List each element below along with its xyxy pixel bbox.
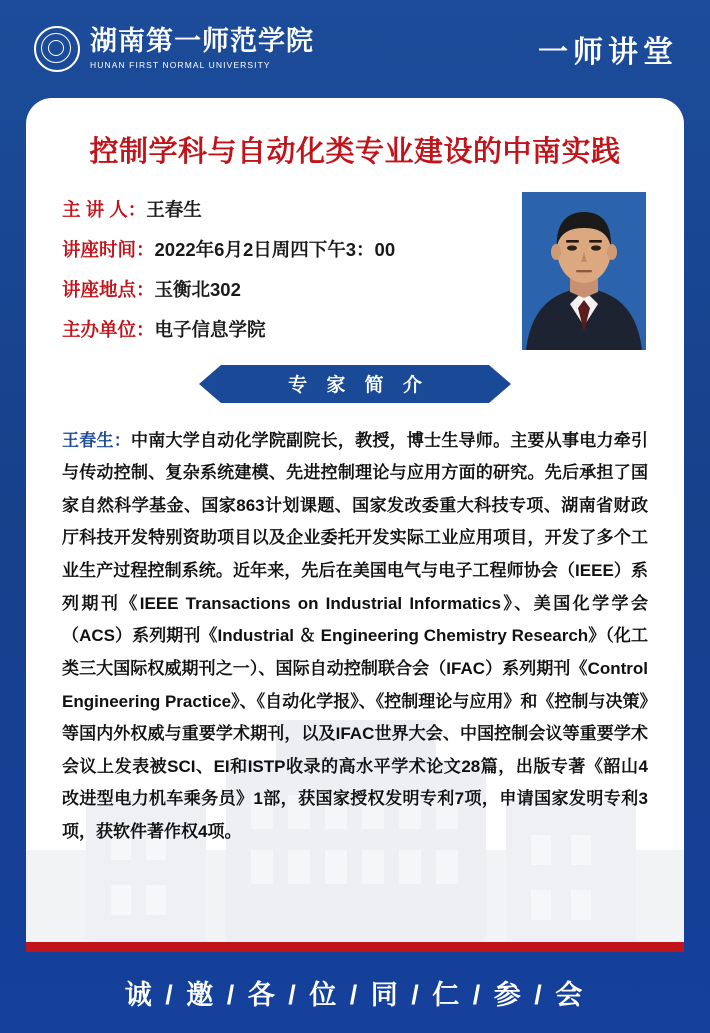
info-label: 主办单位：	[62, 318, 155, 340]
info-label: 讲座地点：	[62, 278, 155, 300]
university-name-cn: 湖南第一师范学院	[90, 26, 314, 57]
info-value: 王春生	[146, 198, 202, 220]
university-logo	[34, 26, 314, 72]
lecture-series-title: 一师讲堂	[538, 36, 678, 69]
info-value: 电子信息学院	[154, 318, 266, 340]
speaker-bio-name: 王春生：	[62, 430, 131, 450]
speaker-bio-text: 中南大学自动化学院副院长，教授，博士生导师。主要从事电力牵引与传动控制、复杂系统建模、先进控制理论与应用方面的研究。先后承担了国家自然科学基金、国家863计划课题、国家发改委重大科技专项、湖南省财政厅科技开发特别资助项目以及企业委托开发实际工业应用项目，开发了多个工业生产过程控制系统。近年来，先后在美国电气与电子工程师协会（IEEE）系列期刊《IEEE Transactions on Industrial Informatics》、美国化学学会（ACS）系列期刊《Industrial ＆ Engineering Chemistry Research》（化工类三大国际权威期刊之一）、国际自动控制联合会（IFAC）系列期刊《Control Engineering Practice》、《自动化学报》、《控制理论与应用》和《控制与决策》等国内外权威与重要学术期刊，以及IFAC世界大会、中国控制会议等重要学术会议上发表被SCI、EI和ISTP收录的高水平学术论文28篇，出版专著《韶山4改进型电力机车乘务员》1部，获国家授权发明专利7项，申请国家发明专利3项，获软件著作权4项。	[62, 430, 649, 842]
section-banner: 专 家 简 介	[221, 365, 489, 403]
speaker-bio	[62, 425, 648, 849]
footer-invitation-text: 诚 / 邀 / 各 / 位 / 同 / 仁 / 参 / 会	[124, 980, 586, 1010]
poster-header	[0, 0, 710, 98]
page-title: 控制学科与自动化类专业建设的中南实践	[89, 136, 621, 168]
university-name-en: HUNAN FIRST NORMAL UNIVERSITY	[90, 60, 271, 71]
seal-icon	[34, 26, 80, 72]
portrait-photo	[522, 192, 646, 350]
info-label: 主 讲 人：	[62, 198, 147, 220]
info-label: 讲座时间：	[62, 238, 155, 260]
university-name-block	[90, 28, 314, 70]
section-banner-wrap	[26, 365, 684, 403]
lecture-info-block	[26, 198, 684, 343]
poster-footer	[0, 952, 710, 1033]
red-divider	[26, 942, 684, 952]
info-value: 2022年6月2日周四下午3：00	[154, 238, 396, 260]
speaker-portrait	[522, 192, 646, 350]
info-value: 玉衡北302	[154, 278, 241, 300]
content-card	[26, 98, 684, 950]
